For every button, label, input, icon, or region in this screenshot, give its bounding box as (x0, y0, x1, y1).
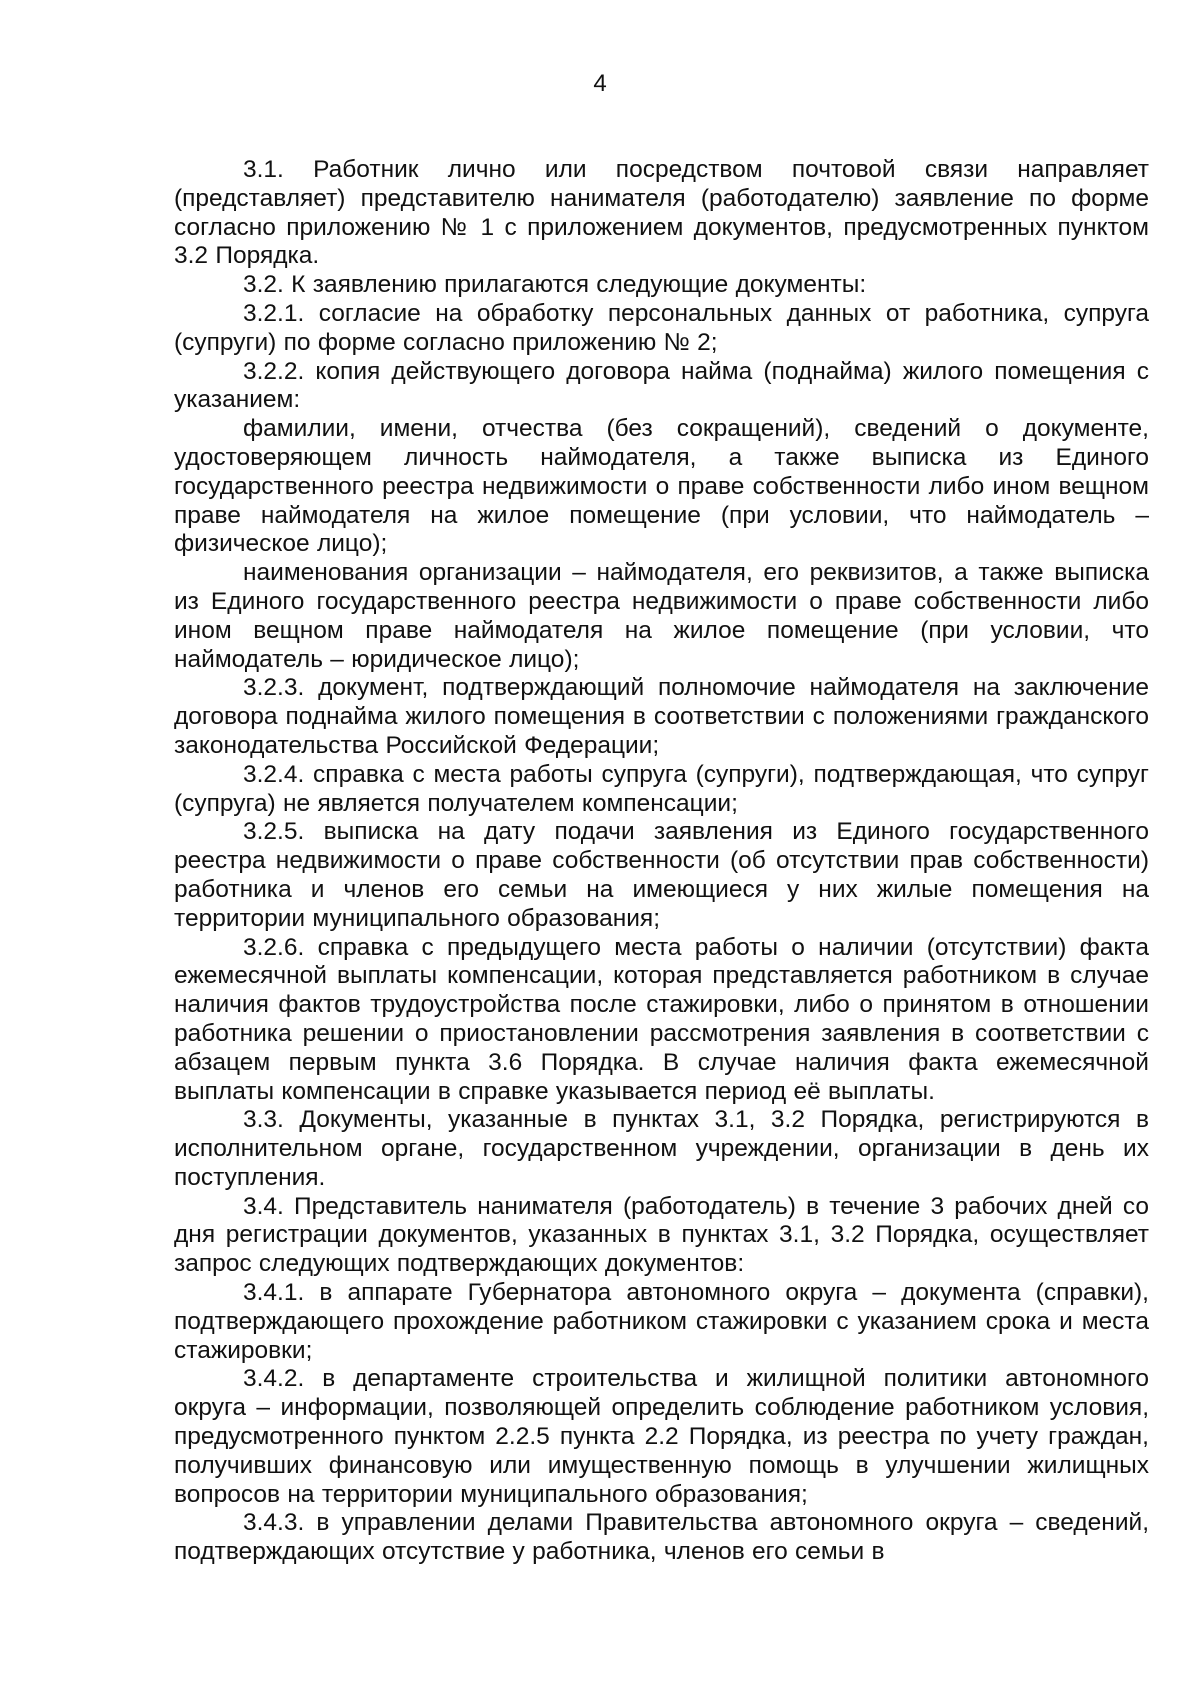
paragraph-3-4: 3.4. Представитель нанимателя (работодатель) в течение 3 рабочих дней со дня регистрации документов, указанных в пунктах 3.1, 3.2 Порядка, осуществляет запрос следующих подтверждающих документов: (174, 1192, 1149, 1278)
paragraph-3-1: 3.1. Работник лично или посредством почтовой связи направляет (представляет) представителю нанимателя (работодателю) заявление по форме согласно приложению № 1 с приложением документов, предусмотренных пунктом 3.2 Порядка. (174, 156, 1149, 270)
paragraph-3-2-1: 3.2.1. согласие на обработку персональных данных от работника, супруга (супруги) по форме согласно приложению № 2; (174, 299, 1149, 356)
paragraph-3-2-6: 3.2.6. справка с предыдущего места работы о наличии (отсутствии) факта ежемесячной выплаты компенсации, которая представляется работником в случае наличия фактов трудоустройства после стажировки, либо о принятом в отношении работника решении о приостановлении рассмотрения заявления в соответствии с абзацем первым пункта 3.6 Порядка. В случае наличия факта ежемесячной выплаты компенсации в справке указывается период её выплаты. (174, 933, 1149, 1105)
paragraph-3-2: 3.2. К заявлению прилагаются следующие документы: (243, 271, 867, 299)
paragraph-3-2-3: 3.2.3. документ, подтверждающий полномочие наймодателя на заключение договора поднайма жилого помещения в соответствии с положениями гражданского законодательства Российской Федерации; (174, 674, 1149, 759)
page-number: 4 (593, 70, 607, 97)
paragraph-3-3: 3.3. Документы, указанные в пунктах 3.1, 3.2 Порядка, регистрируются в исполнительном органе, государственном учреждении, организации в день их поступления. (174, 1106, 1149, 1191)
paragraph-3-2-4: 3.2.4. справка с места работы супруга (супруги), подтверждающая, что супруг (супруга) не является получателем компенсации; (174, 760, 1149, 817)
paragraph-3-4-1: 3.4.1. в аппарате Губернатора автономного округа – документа (справки), подтверждающего прохождение работником стажировки с указанием срока и места стажировки; (174, 1279, 1149, 1364)
paragraph-3-2-2: 3.2.2. копия действующего договора найма (поднайма) жилого помещения с указанием: (174, 357, 1149, 414)
paragraph-3-4-3: 3.4.3. в управлении делами Правительства автономного округа – сведений, подтверждающих отсутствие у работника, членов его семьи в (174, 1509, 1149, 1566)
paragraph-3-2-5: 3.2.5. выписка на дату подачи заявления из Единого государственного реестра недвижимости о праве собственности (об отсутствии прав собственности) работника и членов его семьи на имеющиеся у них жилые помещения на территории муниципального образования; (174, 818, 1149, 932)
paragraph-3-2-2-organization: наименования организации – наймодателя, его реквизитов, а также выписка из Единого государственного реестра недвижимости о праве собственности либо ином вещном праве наймодателя на жилое помещение (при условии, что наймодатель – юридическое лицо); (174, 559, 1149, 673)
document-body (174, 156, 1149, 1567)
paragraph-3-4-2: 3.4.2. в департаменте строительства и жилищной политики автономного округа – информации, позволяющей определить соблюдение работником условия, предусмотренного пунктом 2.2.5 пункта 2.2 Порядка, из реестра по учету граждан, получивших финансовую или имущественную помощь в улучшении жилищных вопросов на территории муниципального образования; (174, 1365, 1149, 1508)
paragraph-3-2-2-individual: фамилии, имени, отчества (без сокращений), сведений о документе, удостоверяющем личность наймодателя, а также выписка из Единого государственного реестра недвижимости о праве собственности либо ином вещном праве наймодателя на жилое помещение (при условии, что наймодатель – физическое лицо); (174, 415, 1149, 558)
